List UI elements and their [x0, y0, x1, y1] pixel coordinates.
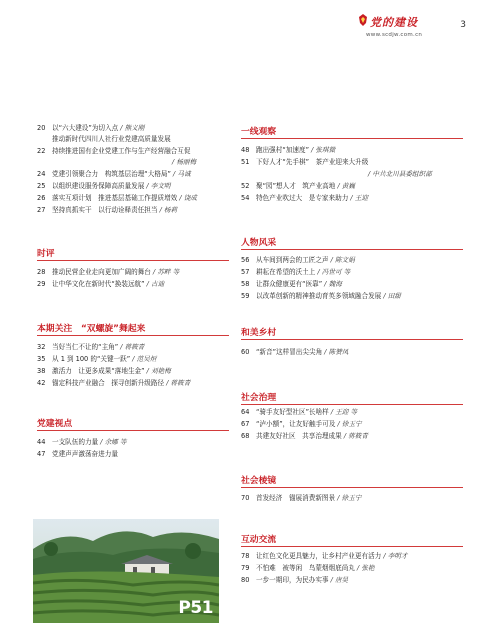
toc-entry[interactable]: 29 让中华文化在新时代“换装远航” / 古迪: [37, 280, 165, 288]
toc-entry[interactable]: 54 特色产业吹过大 是专家来助力 / 王迎: [241, 194, 368, 202]
toc-entry[interactable]: 47 党建声声激荡奋进力量: [37, 450, 118, 458]
toc-entry[interactable]: 38 激活力 让更多成果“落地生金” / 刘艳梅: [37, 367, 171, 375]
section-title-zhili: 社会治理: [241, 393, 277, 403]
toc-entry[interactable]: 32 当好当仁不让的“主角” / 蒋筱青: [37, 343, 145, 351]
toc-entry[interactable]: 20 以“六大建设”为切入点 / 熊义刚: [37, 124, 145, 132]
toc-entry[interactable]: 58 让群众健康更有“医靠” / 魏海: [241, 280, 342, 288]
toc-entry[interactable]: 60 “新音”这样冒出尖尖角 / 陈赞凤: [241, 348, 349, 356]
toc-entry[interactable]: 59 以改革创新的精神推动育英多领域融合发展 / 田甜: [241, 292, 401, 300]
section-title-hudong: 互动交流: [241, 535, 277, 545]
toc-entry[interactable]: 27 坚持真抓实干 以行动诠释责任担当 / 杨莉: [37, 206, 178, 214]
toc-entry-continued[interactable]: 推动新时代四川人社行业党建高质量发展: [52, 135, 171, 143]
toc-entry[interactable]: 67 “泸小额”，让友好触手可及 / 徐玉宁: [241, 420, 362, 428]
toc-entry[interactable]: 68 共建友好社区 共享治理成果 / 蒋筱青: [241, 432, 368, 440]
toc-entry[interactable]: 78 让红色文化更具魅力，让乡村产业更有活力 / 李明才: [241, 552, 408, 560]
section-divider: [241, 546, 463, 547]
section-divider: [37, 260, 229, 261]
toc-entry[interactable]: 35 从 1 到 100 的“关键一跃” / 范吴烜: [37, 355, 157, 363]
section-title-renwu: 人物风采: [241, 238, 277, 248]
section-divider: [241, 249, 463, 250]
feature-photo[interactable]: [33, 519, 219, 623]
logo-emblem-icon: [358, 14, 368, 26]
toc-entry[interactable]: 22 持续推进国有企业党建工作与生产经营融合互促: [37, 147, 191, 155]
toc-entry[interactable]: 80 一步一期印，为民办实事 / 唐昊: [241, 576, 349, 584]
section-title-hemei: 和美乡村: [241, 328, 277, 338]
page-number: 3: [460, 20, 466, 30]
toc-entry[interactable]: 57 耕耘在希望的沃土上 / 冯世可 等: [241, 268, 351, 276]
section-title-shiping: 时评: [37, 249, 55, 259]
section-divider: [241, 404, 463, 405]
toc-entry[interactable]: 64 “骑手友好型社区”长啥样 / 王迎 等: [241, 408, 358, 416]
section-divider: [37, 335, 229, 336]
toc-entry[interactable]: 28 推动民营企业走向更加广阔的舞台 / 苏畔 等: [37, 268, 180, 276]
toc-entry[interactable]: 44 一支队伍的力量 / 余娜 等: [37, 438, 127, 446]
toc-author: / 中共北川县委组织部: [368, 170, 432, 178]
section-divider: [241, 339, 463, 340]
toc-entry[interactable]: 51 下好人才“先手棋” 茶产业迎来大升级: [241, 158, 369, 166]
toc-author: / 杨丽梅: [172, 158, 197, 166]
magazine-logo: [358, 12, 444, 44]
toc-entry[interactable]: 24 党建引领聚合力 构筑基层治理“大格局” / 马诚: [37, 170, 191, 178]
toc-entry[interactable]: 52 聚“园”想人才 筑产业高地 / 黄巍: [241, 182, 355, 190]
section-title-yixian: 一线观察: [241, 127, 277, 137]
toc-entry[interactable]: 26 落实互项计划 推进基层基础工作提质增效 / 饶成: [37, 194, 197, 202]
photo-page-label: P51: [178, 598, 213, 618]
logo-text: 党的建设: [370, 16, 418, 29]
section-title-focus: 本期关注 “双螺旋”舞起来: [37, 324, 146, 334]
toc-entry[interactable]: 48 跑出强村“加速度” / 张琪微: [241, 146, 336, 154]
section-title-dangjian: 党建视点: [37, 419, 73, 429]
section-divider: [37, 430, 229, 431]
section-divider: [241, 487, 463, 488]
section-title-lengjing: 社会棱镜: [241, 476, 277, 486]
toc-entry[interactable]: 42 锚定科技产业融合 探寻创新升级路径 / 蒋筱青: [37, 379, 191, 387]
logo-url: www.scdjw.com.cn: [366, 32, 423, 38]
toc-entry[interactable]: 70 首发经济 锚展消费新图景 / 徐玉宁: [241, 494, 362, 502]
toc-entry[interactable]: 79 不怕难 被等闲 鸟蒙烟烟底尚丸 / 张艳: [241, 564, 375, 572]
section-divider: [241, 138, 463, 139]
toc-entry[interactable]: 56 从车间到两会的工匠之声 / 陈文娟: [241, 256, 355, 264]
toc-entry[interactable]: 25 以组织建设服务保障高质量发展 / 李文明: [37, 182, 171, 190]
